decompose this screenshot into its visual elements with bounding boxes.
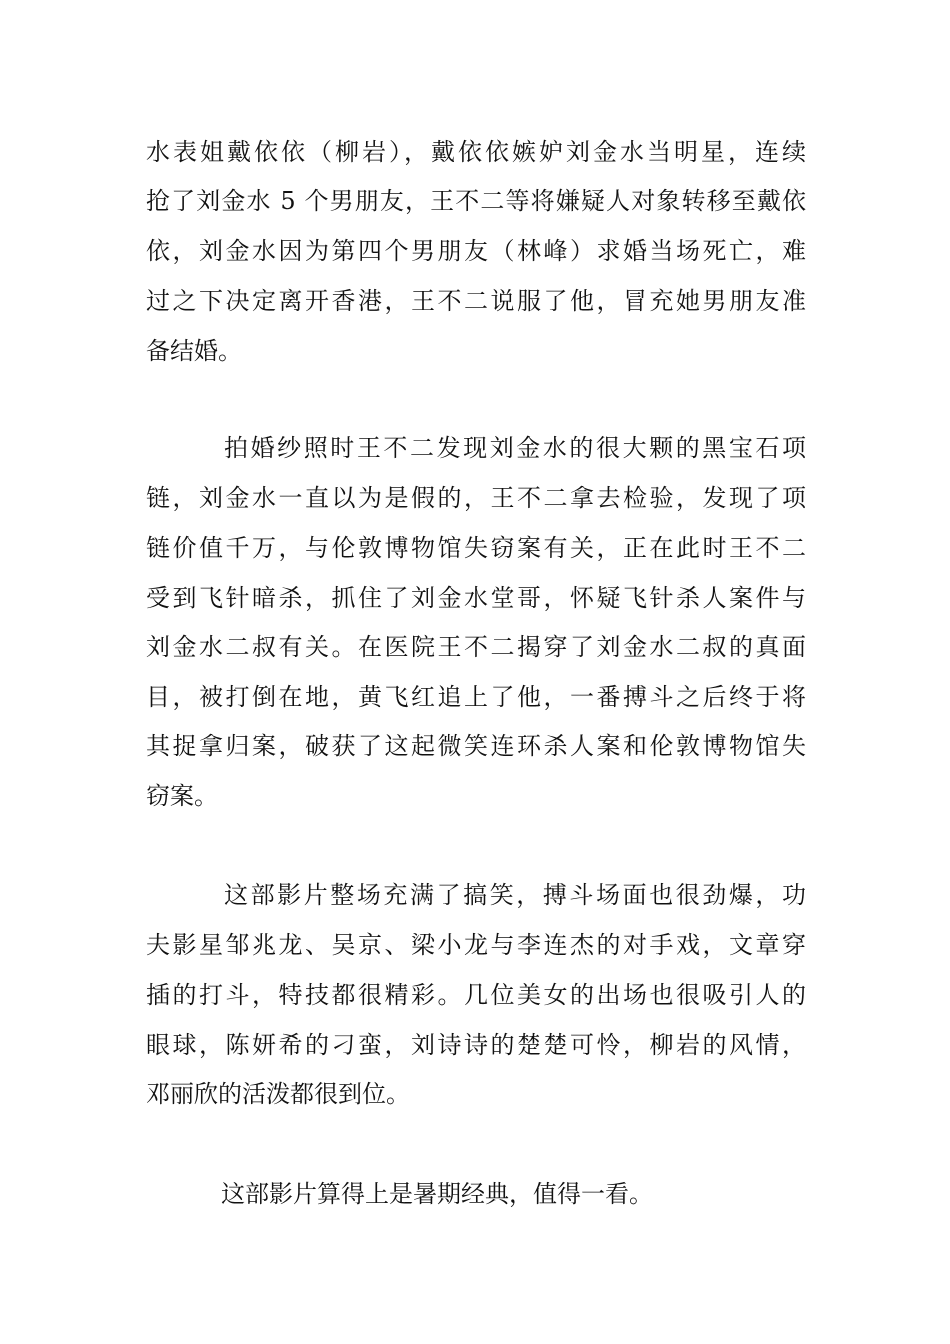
paragraph-2-line-2: 链，刘金水一直以为是假的，王不二拿去检验，发现了项 <box>146 484 806 512</box>
paragraph-3-line-4: 眼球，陈妍希的刁蛮，刘诗诗的楚楚可怜，柳岩的风情， <box>146 1031 806 1059</box>
paragraph-1-line-4: 过之下决定离开香港，王不二说服了他，冒充她男朋友准 <box>146 287 806 315</box>
paragraph-3-line-2: 夫影星邹兆龙、吴京、梁小龙与李连杰的对手戏，文章穿 <box>146 931 806 959</box>
paragraph-2-line-8: 窃案。 <box>146 782 218 810</box>
paragraph-2-line-4: 受到飞针暗杀，抓住了刘金水堂哥，怀疑飞针杀人案件与 <box>146 584 806 612</box>
paragraph-3-line-1: 这部影片整场充满了搞笑，搏斗场面也很劲爆，功 <box>224 881 806 909</box>
paragraph-1-line-3: 依，刘金水因为第四个男朋友（林峰）求婚当场死亡，难 <box>146 237 806 265</box>
paragraph-2-line-7: 其捉拿归案，破获了这起微笑连环杀人案和伦敦博物馆失 <box>146 732 806 760</box>
paragraph-2-line-6: 目，被打倒在地，黄飞红追上了他，一番搏斗之后终于将 <box>146 683 806 711</box>
paragraph-3-line-3: 插的打斗，特技都很精彩。几位美女的出场也很吸引人的 <box>146 981 806 1009</box>
paragraph-3-line-5: 邓丽欣的活泼都很到位。 <box>146 1080 410 1108</box>
paragraph-2-line-3: 链价值千万，与伦敦博物馆失窃案有关，正在此时王不二 <box>146 534 806 562</box>
paragraph-1-line-5: 备结婚。 <box>146 337 242 365</box>
paragraph-4-line-1: 这部影片算得上是暑期经典，值得一看。 <box>221 1180 653 1208</box>
paragraph-1-line-2: 抢了刘金水 5 个男朋友，王不二等将嫌疑人对象转移至戴依 <box>146 187 806 215</box>
paragraph-2-line-5: 刘金水二叔有关。在医院王不二揭穿了刘金水二叔的真面 <box>146 633 806 661</box>
paragraph-1-line-1: 水表姐戴依依（柳岩），戴依依嫉妒刘金水当明星，连续 <box>146 138 806 166</box>
paragraph-2-line-1: 拍婚纱照时王不二发现刘金水的很大颗的黑宝石项 <box>224 434 806 462</box>
